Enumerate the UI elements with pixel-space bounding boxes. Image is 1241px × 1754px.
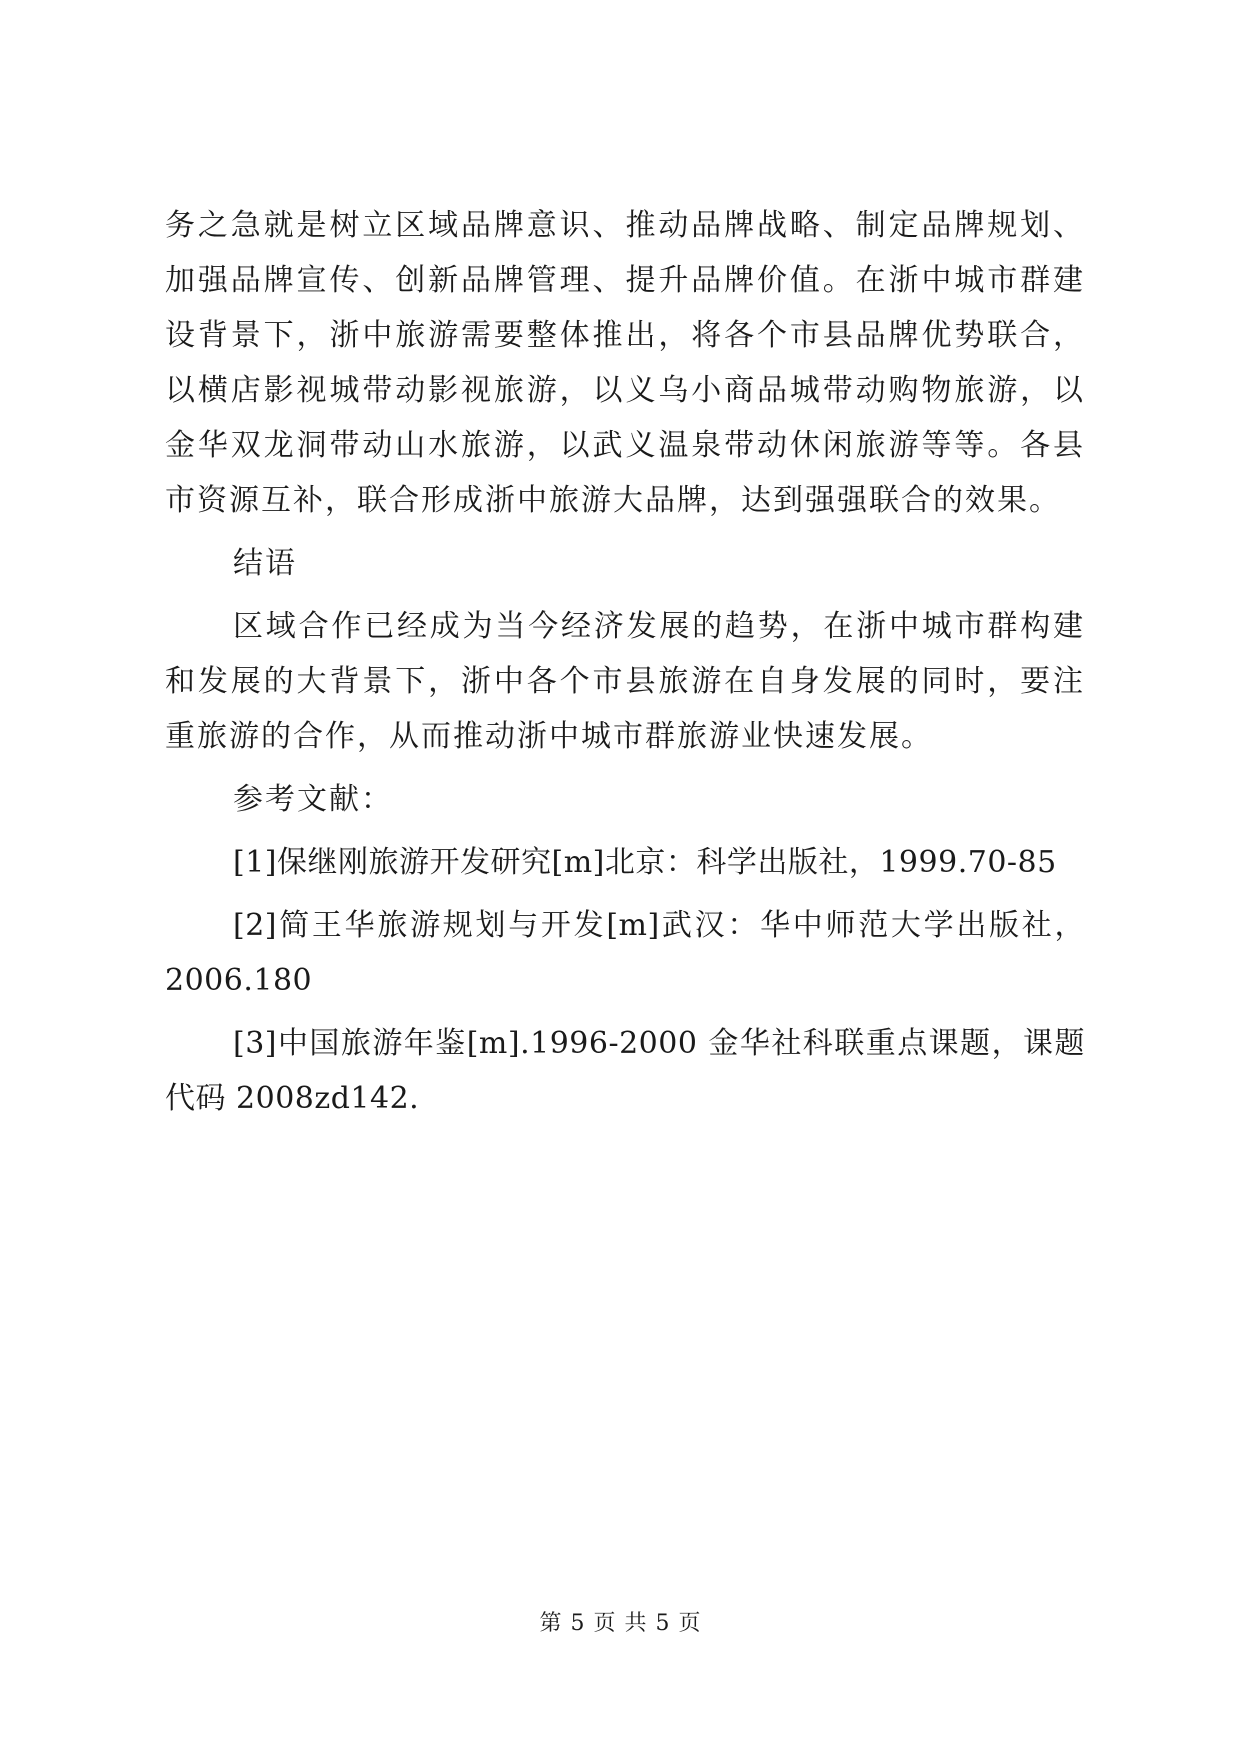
reference-item-2: [2]简王华旅游规划与开发[m]武汉：华中师范大学出版社，2006.180 — [165, 908, 1085, 998]
paragraph-brand-strategy: 务之急就是树立区域品牌意识、推动品牌战略、制定品牌规划、加强品牌宣传、创新品牌管理、提升品牌价值。在浙中城市群建设背景下，浙中旅游需要整体推出，将各个市县品牌优势联合，以横店影视城带动影视旅游，以义乌小商品城带动购物旅游，以金华双龙洞带动山水旅游，以武义温泉带动休闲旅游等等。各县市资源互补，联合形成浙中旅游大品牌，达到强强联合的效果。 — [165, 208, 1085, 518]
heading-references: 参考文献： — [233, 782, 393, 817]
reference-item-3: [3]中国旅游年鉴[m].1996-2000 金华社科联重点课题，课题代码 2008zd142. — [165, 1026, 1085, 1116]
page-footer: 第 5 页 共 5 页 — [539, 1611, 702, 1636]
paragraph-conclusion: 区域合作已经成为当今经济发展的趋势，在浙中城市群构建和发展的大背景下，浙中各个市县旅游在自身发展的同时，要注重旅游的合作，从而推动浙中城市群旅游业快速发展。 — [165, 609, 1085, 754]
heading-conclusion: 结语 — [233, 546, 297, 581]
document-body — [165, 198, 1085, 1134]
reference-item-1: [1]保继刚旅游开发研究[m]北京：科学出版社，1999.70-85 — [233, 845, 1057, 880]
